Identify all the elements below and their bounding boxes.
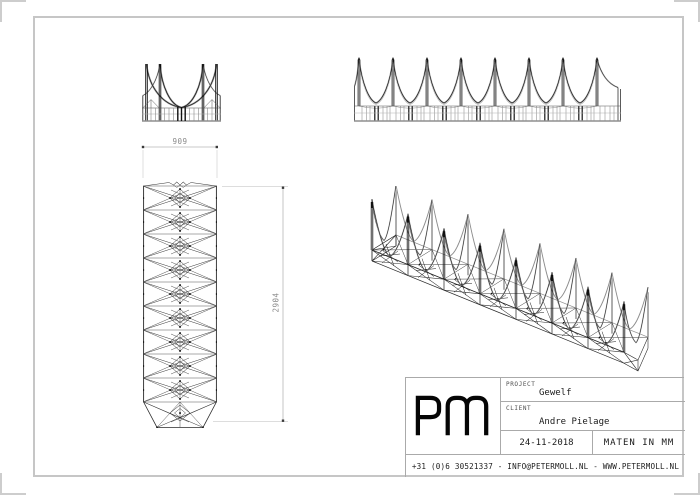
units-cell — [593, 431, 685, 454]
project-label: PROJECT — [506, 381, 536, 388]
pm-logo — [415, 395, 491, 437]
project-value: Gewelf — [539, 388, 572, 398]
units-note: MATEN IN MM — [603, 437, 675, 448]
title-block — [405, 377, 684, 477]
client-cell — [501, 402, 685, 431]
logo-cell — [406, 378, 501, 454]
dimension-length-label: 2904 — [271, 292, 281, 313]
client-label: CLIENT — [506, 405, 532, 412]
project-cell — [501, 378, 685, 402]
date-cell — [501, 431, 593, 454]
client-value: Andre Pielage — [539, 417, 610, 427]
contact-cell — [406, 454, 685, 478]
contact-info: +31 (0)6 30521337 - INFO@PETERMOLL.NL - WWW.PETERMOLL.NL — [411, 462, 680, 471]
date-value: 24-11-2018 — [519, 437, 574, 448]
dimension-width-label: 909 — [172, 137, 188, 146]
